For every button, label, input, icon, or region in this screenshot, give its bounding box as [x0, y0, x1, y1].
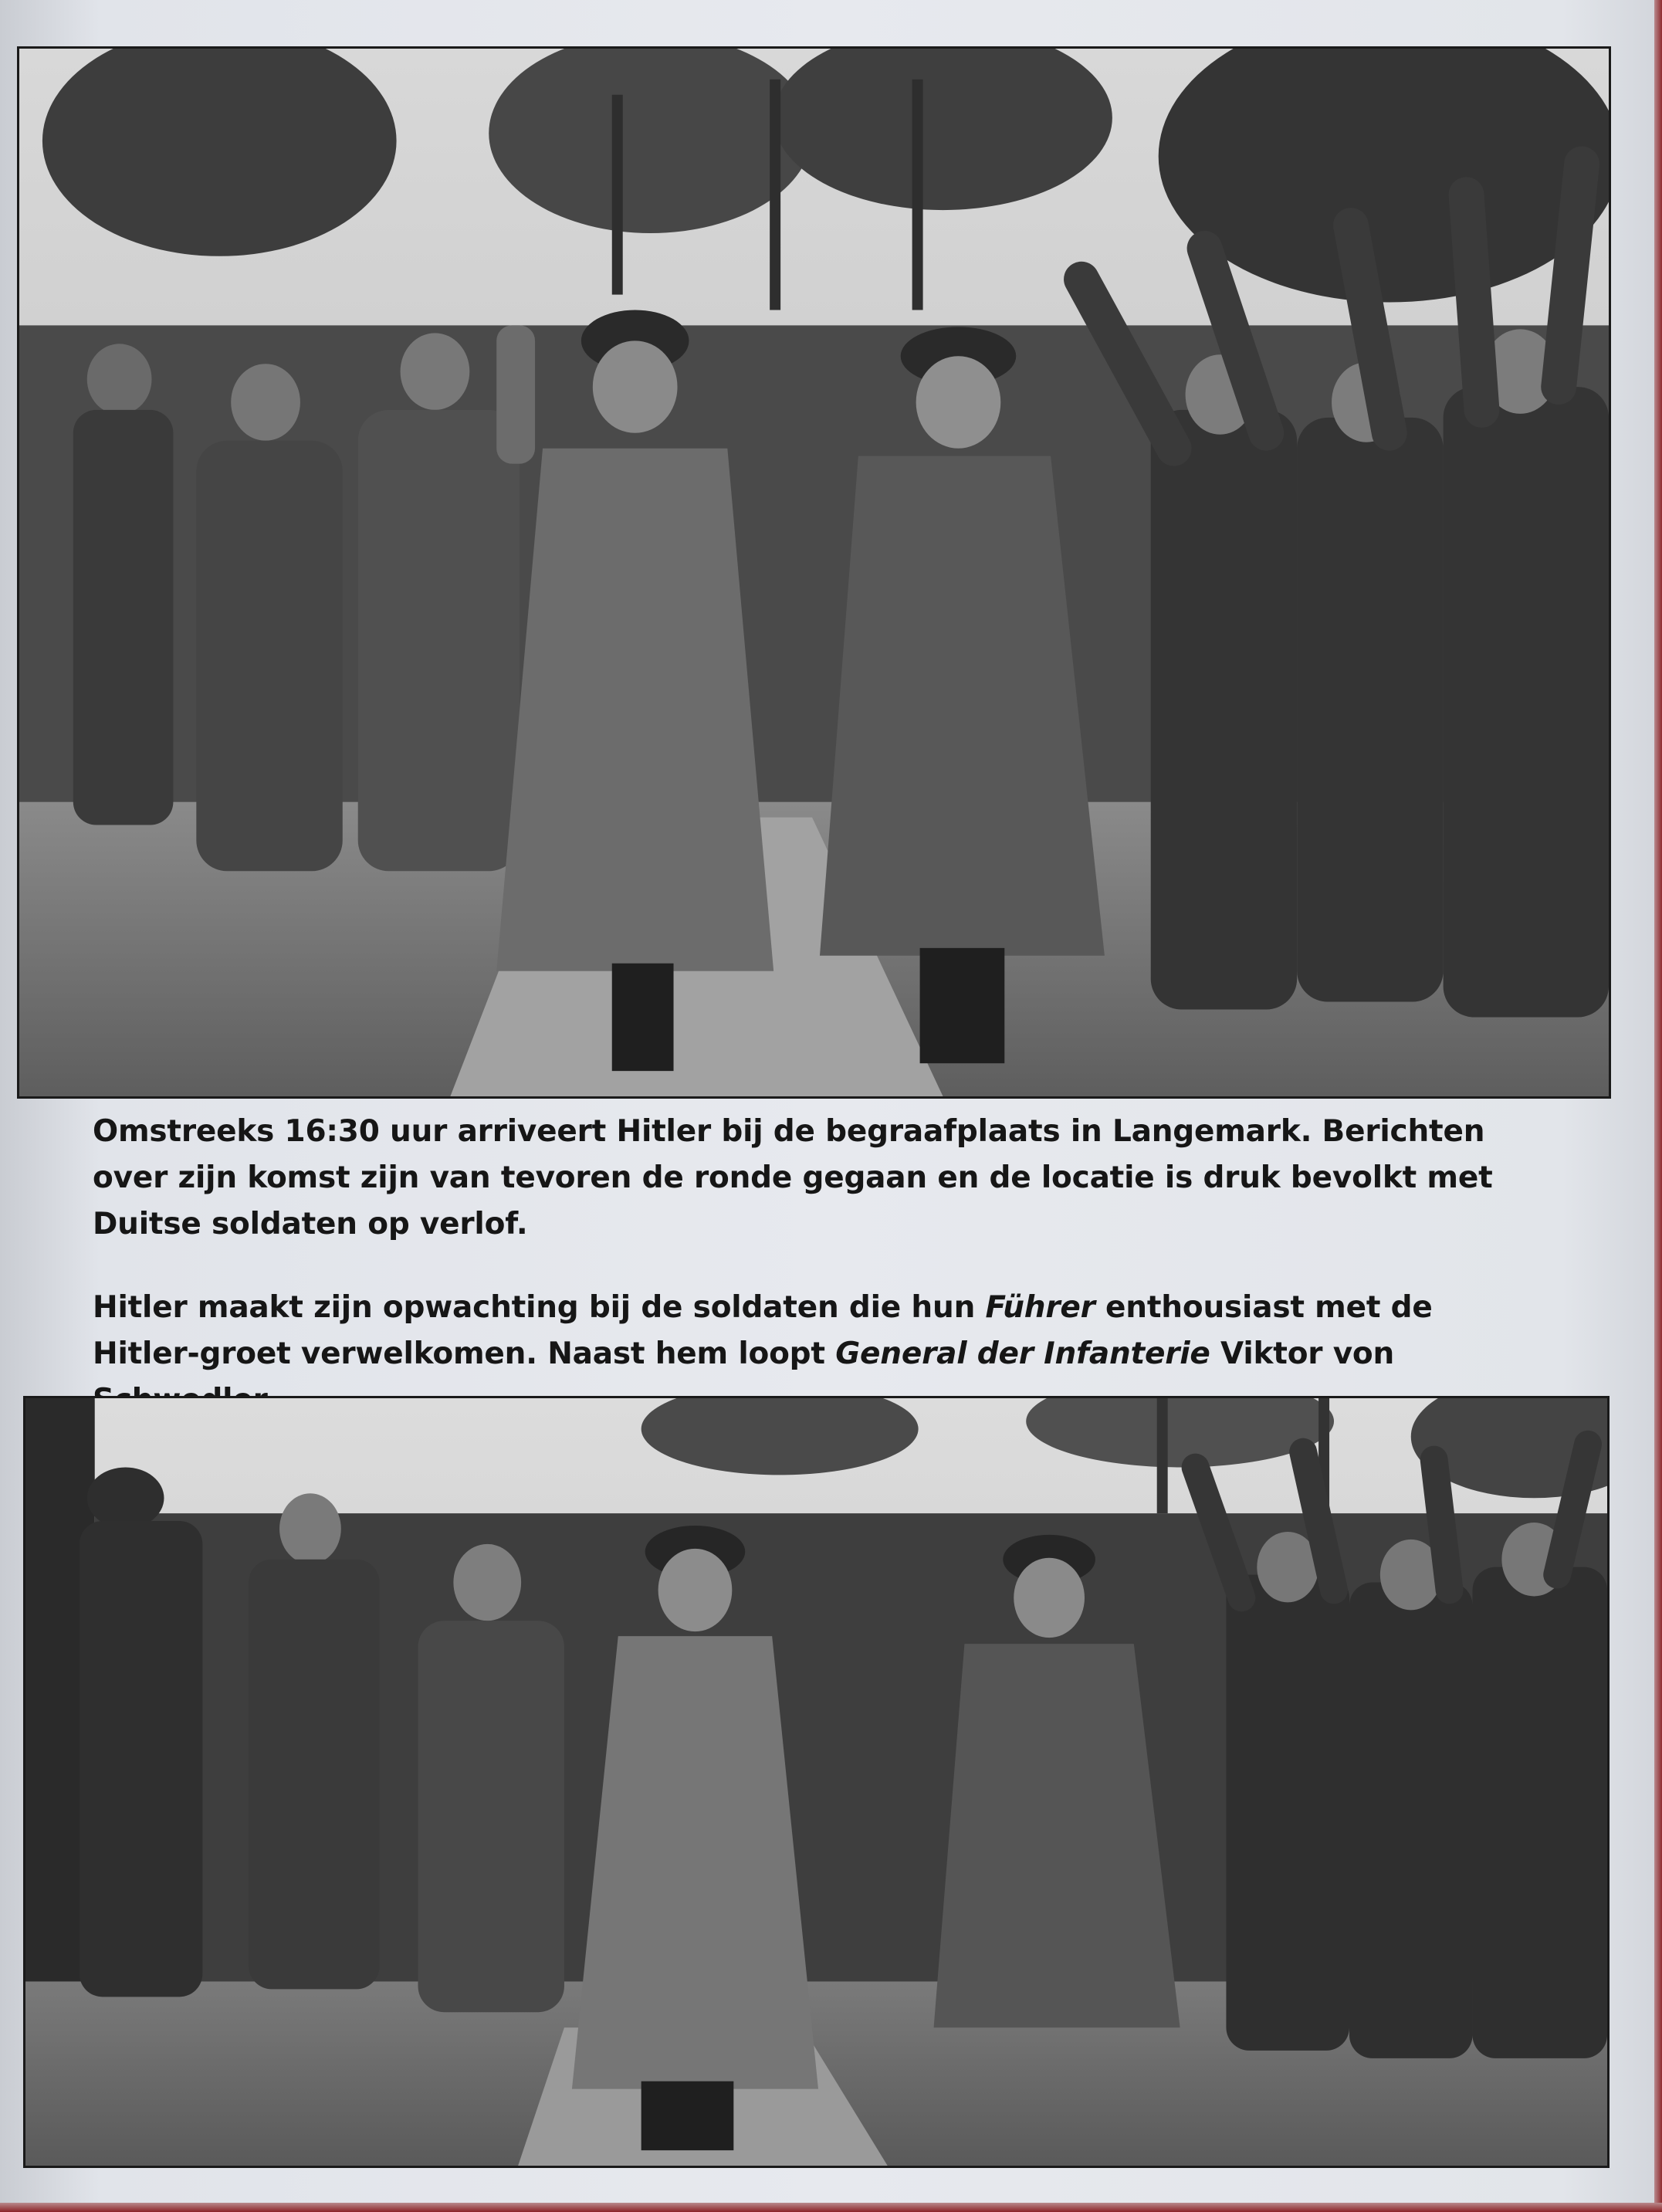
photo-top-image: [19, 49, 1609, 1096]
page-edge-right: [1654, 0, 1662, 2212]
page-edge-bottom: [0, 2203, 1662, 2212]
photo-top: [17, 46, 1611, 1099]
caption-1: Omstreeks 16:30 uur arriveert Hitler bij de begraafplaats in Langemark. Berichten over zijn komst zijn van tevoren de ronde gegaan en de locatie is druk bevolkt met Duitse soldaten op verlof.: [93, 1114, 1493, 1241]
photo-bottom: [23, 1396, 1610, 2168]
photo-bottom-image: [25, 1398, 1607, 2166]
caption-2-rank: General der Infanterie: [835, 1336, 1210, 1371]
caption-2-fuhrer: Führer: [985, 1290, 1095, 1325]
caption-2-part-3: Viktor von: [1220, 1336, 1395, 1371]
caption-2-part-1: Hitler maakt zijn opwachting bij de soldaten die hun: [93, 1290, 986, 1325]
caption-2-part-2: enthousiast met de Hitler-groet verwelkomen. Naast hem loopt: [93, 1290, 1433, 1371]
